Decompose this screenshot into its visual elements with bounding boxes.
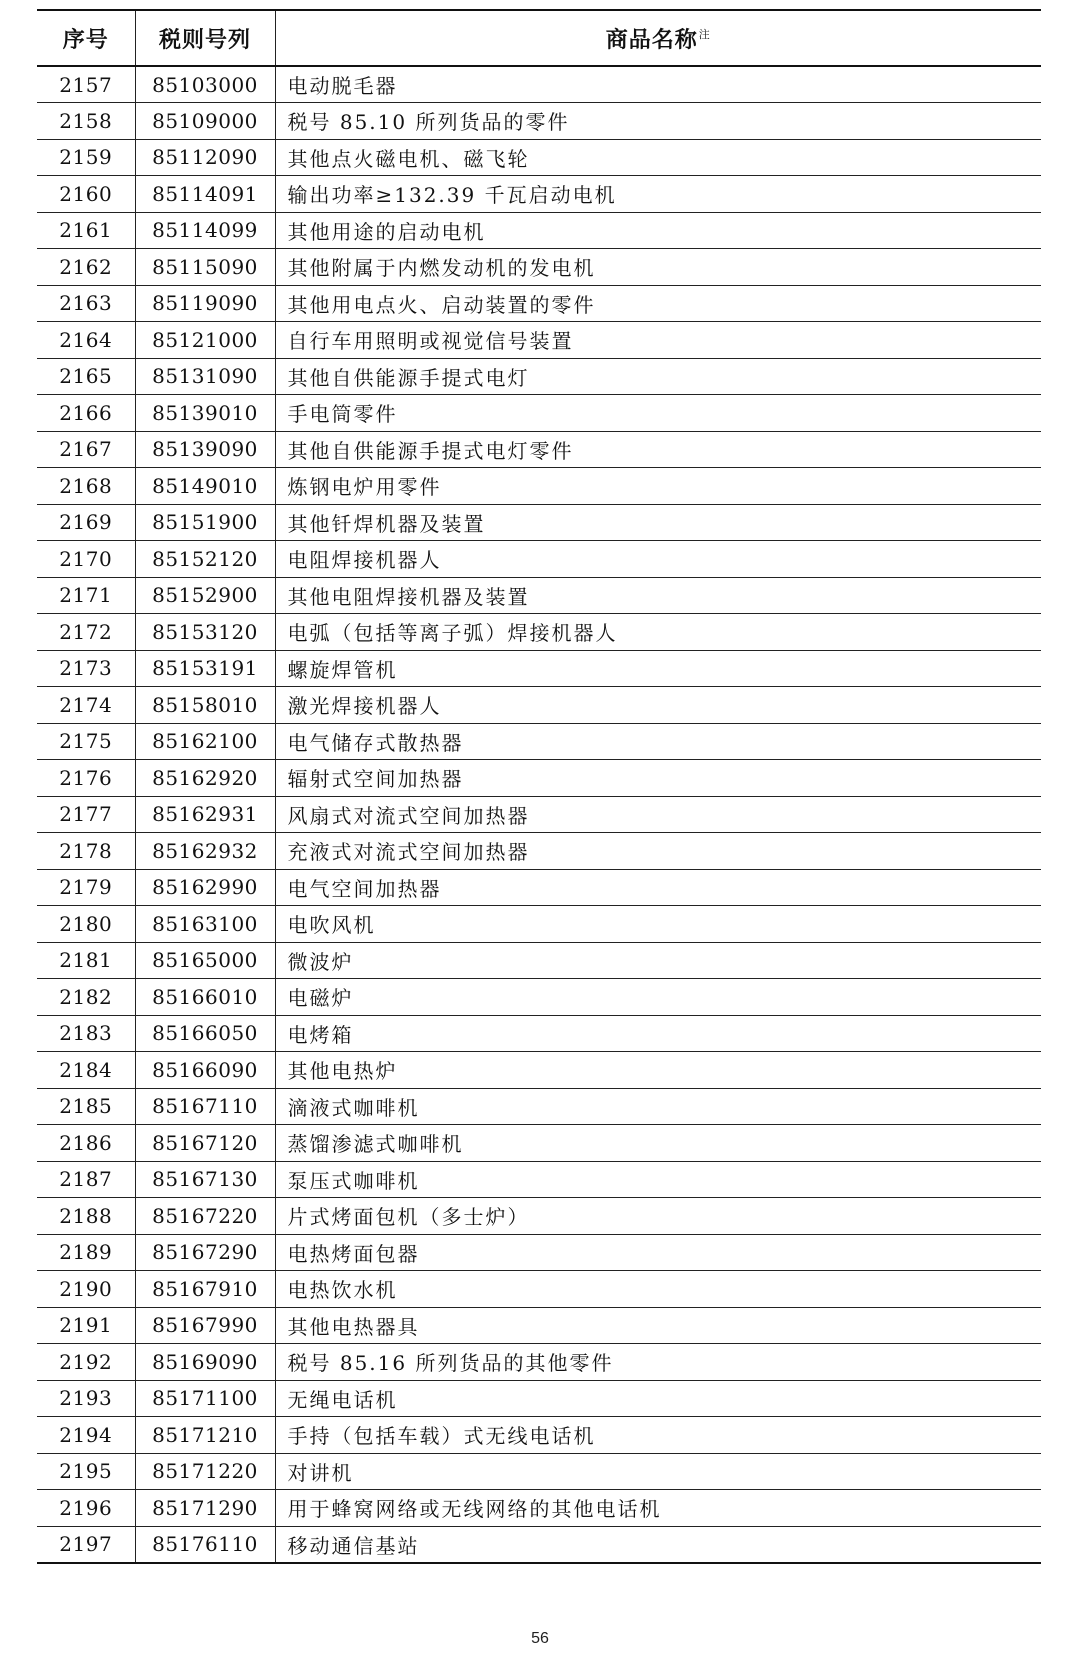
cell-name: 移动通信基站 [275, 1526, 1041, 1563]
table-row [37, 431, 1041, 468]
cell-name: 电动脱毛器 [275, 66, 1041, 103]
cell-name: 滴液式咖啡机 [275, 1088, 1041, 1125]
table-row [37, 1453, 1041, 1490]
cell-code: 85151900 [135, 504, 275, 541]
table-row [37, 103, 1041, 140]
cell-code: 85109000 [135, 103, 275, 140]
table-row [37, 760, 1041, 797]
cell-seq: 2160 [37, 176, 135, 213]
cell-name: 其他附属于内燃发动机的发电机 [275, 249, 1041, 286]
cell-code: 85114099 [135, 212, 275, 249]
cell-code: 85119090 [135, 285, 275, 322]
page-number: 56 [531, 1630, 549, 1647]
cell-name: 辐射式空间加热器 [275, 760, 1041, 797]
table-row [37, 979, 1041, 1016]
header-code: 税则号列 [135, 10, 275, 66]
cell-name: 电弧（包括等离子弧）焊接机器人 [275, 614, 1041, 651]
cell-name: 微波炉 [275, 942, 1041, 979]
cell-code: 85139090 [135, 431, 275, 468]
cell-seq: 2190 [37, 1271, 135, 1308]
cell-code: 85152120 [135, 541, 275, 578]
table-row [37, 906, 1041, 943]
cell-seq: 2181 [37, 942, 135, 979]
table-row [37, 1271, 1041, 1308]
cell-code: 85166050 [135, 1015, 275, 1052]
cell-name: 炼钢电炉用零件 [275, 468, 1041, 505]
cell-code: 85103000 [135, 66, 275, 103]
cell-code: 85162920 [135, 760, 275, 797]
cell-name: 电热饮水机 [275, 1271, 1041, 1308]
cell-seq: 2166 [37, 395, 135, 432]
cell-code: 85163100 [135, 906, 275, 943]
cell-code: 85158010 [135, 687, 275, 724]
cell-code: 85162100 [135, 723, 275, 760]
cell-seq: 2178 [37, 833, 135, 870]
cell-name: 其他用电点火、启动装置的零件 [275, 285, 1041, 322]
header-seq: 序号 [37, 10, 135, 66]
cell-name: 其他钎焊机器及装置 [275, 504, 1041, 541]
cell-name: 电气空间加热器 [275, 869, 1041, 906]
cell-code: 85121000 [135, 322, 275, 359]
cell-seq: 2180 [37, 906, 135, 943]
table-header [37, 10, 1041, 66]
cell-code: 85167110 [135, 1088, 275, 1125]
table-row [37, 577, 1041, 614]
cell-seq: 2188 [37, 1198, 135, 1235]
cell-code: 85115090 [135, 249, 275, 286]
table-row [37, 322, 1041, 359]
table-row [37, 176, 1041, 213]
cell-name: 充液式对流式空间加热器 [275, 833, 1041, 870]
cell-code: 85169090 [135, 1344, 275, 1381]
cell-seq: 2192 [37, 1344, 135, 1381]
cell-seq: 2158 [37, 103, 135, 140]
cell-name: 税号 85.16 所列货品的其他零件 [275, 1344, 1041, 1381]
table-row [37, 285, 1041, 322]
table-row [37, 614, 1041, 651]
cell-seq: 2173 [37, 650, 135, 687]
table-row [37, 1125, 1041, 1162]
cell-name: 自行车用照明或视觉信号装置 [275, 322, 1041, 359]
table-row [37, 1015, 1041, 1052]
cell-seq: 2183 [37, 1015, 135, 1052]
cell-seq: 2186 [37, 1125, 135, 1162]
table-row [37, 1198, 1041, 1235]
cell-name: 电阻焊接机器人 [275, 541, 1041, 578]
cell-seq: 2196 [37, 1490, 135, 1527]
cell-name: 手电筒零件 [275, 395, 1041, 432]
cell-name: 蒸馏渗滤式咖啡机 [275, 1125, 1041, 1162]
cell-code: 85149010 [135, 468, 275, 505]
cell-code: 85171100 [135, 1380, 275, 1417]
cell-code: 85114091 [135, 176, 275, 213]
cell-seq: 2195 [37, 1453, 135, 1490]
cell-code: 85153120 [135, 614, 275, 651]
cell-name: 泵压式咖啡机 [275, 1161, 1041, 1198]
table-row [37, 1052, 1041, 1089]
cell-seq: 2189 [37, 1234, 135, 1271]
cell-seq: 2159 [37, 139, 135, 176]
cell-seq: 2170 [37, 541, 135, 578]
cell-name: 其他自供能源手提式电灯零件 [275, 431, 1041, 468]
cell-seq: 2161 [37, 212, 135, 249]
table-row [37, 942, 1041, 979]
table-row [37, 139, 1041, 176]
cell-code: 85131090 [135, 358, 275, 395]
cell-code: 85139010 [135, 395, 275, 432]
cell-seq: 2167 [37, 431, 135, 468]
cell-seq: 2184 [37, 1052, 135, 1089]
cell-code: 85167990 [135, 1307, 275, 1344]
cell-name: 其他自供能源手提式电灯 [275, 358, 1041, 395]
table-row [37, 650, 1041, 687]
header-name [275, 10, 1041, 66]
table-row [37, 66, 1041, 103]
cell-seq: 2162 [37, 249, 135, 286]
cell-seq: 2164 [37, 322, 135, 359]
cell-seq: 2174 [37, 687, 135, 724]
cell-name: 电烤箱 [275, 1015, 1041, 1052]
cell-seq: 2179 [37, 869, 135, 906]
cell-name: 电磁炉 [275, 979, 1041, 1016]
table-row [37, 796, 1041, 833]
cell-name: 电热烤面包器 [275, 1234, 1041, 1271]
table-row [37, 358, 1041, 395]
cell-code: 85153191 [135, 650, 275, 687]
cell-name: 其他电热器具 [275, 1307, 1041, 1344]
cell-code: 85167910 [135, 1271, 275, 1308]
cell-seq: 2157 [37, 66, 135, 103]
table-row [37, 541, 1041, 578]
cell-code: 85162931 [135, 796, 275, 833]
cell-name: 其他电热炉 [275, 1052, 1041, 1089]
cell-name: 其他用途的启动电机 [275, 212, 1041, 249]
cell-seq: 2163 [37, 285, 135, 322]
cell-code: 85162932 [135, 833, 275, 870]
table-row [37, 1490, 1041, 1527]
cell-seq: 2168 [37, 468, 135, 505]
table-row [37, 212, 1041, 249]
cell-code: 85112090 [135, 139, 275, 176]
cell-seq: 2182 [37, 979, 135, 1016]
cell-code: 85171290 [135, 1490, 275, 1527]
table-row [37, 395, 1041, 432]
cell-seq: 2176 [37, 760, 135, 797]
cell-name: 电气储存式散热器 [275, 723, 1041, 760]
header-name-note: 注 [698, 28, 711, 42]
cell-seq: 2172 [37, 614, 135, 651]
cell-seq: 2187 [37, 1161, 135, 1198]
cell-name: 输出功率≥132.39 千瓦启动电机 [275, 176, 1041, 213]
header-row [37, 10, 1041, 66]
cell-code: 85171220 [135, 1453, 275, 1490]
cell-name: 用于蜂窝网络或无线网络的其他电话机 [275, 1490, 1041, 1527]
cell-name: 手持（包括车载）式无线电话机 [275, 1417, 1041, 1454]
cell-name: 电吹风机 [275, 906, 1041, 943]
cell-seq: 2194 [37, 1417, 135, 1454]
cell-name: 片式烤面包机（多士炉） [275, 1198, 1041, 1235]
cell-seq: 2191 [37, 1307, 135, 1344]
table-row [37, 249, 1041, 286]
cell-code: 85167290 [135, 1234, 275, 1271]
table-body [37, 66, 1041, 1563]
table-row [37, 504, 1041, 541]
table-row [37, 1526, 1041, 1563]
cell-name: 税号 85.10 所列货品的零件 [275, 103, 1041, 140]
cell-code: 85166090 [135, 1052, 275, 1089]
cell-name: 无绳电话机 [275, 1380, 1041, 1417]
table-row [37, 687, 1041, 724]
table-row [37, 869, 1041, 906]
tariff-table [37, 9, 1041, 1564]
cell-seq: 2177 [37, 796, 135, 833]
cell-name: 风扇式对流式空间加热器 [275, 796, 1041, 833]
cell-code: 85162990 [135, 869, 275, 906]
cell-seq: 2171 [37, 577, 135, 614]
table-row [37, 1417, 1041, 1454]
cell-code: 85167220 [135, 1198, 275, 1235]
header-name-label: 商品名称 [605, 27, 698, 53]
cell-code: 85167130 [135, 1161, 275, 1198]
cell-code: 85166010 [135, 979, 275, 1016]
table-row [37, 1161, 1041, 1198]
table-row [37, 1088, 1041, 1125]
table-row [37, 1307, 1041, 1344]
table-row [37, 833, 1041, 870]
cell-code: 85171210 [135, 1417, 275, 1454]
table-row [37, 1234, 1041, 1271]
cell-seq: 2185 [37, 1088, 135, 1125]
table-row [37, 468, 1041, 505]
cell-name: 其他点火磁电机、磁飞轮 [275, 139, 1041, 176]
table-row [37, 723, 1041, 760]
cell-seq: 2197 [37, 1526, 135, 1563]
table-row [37, 1344, 1041, 1381]
cell-seq: 2193 [37, 1380, 135, 1417]
cell-code: 85165000 [135, 942, 275, 979]
cell-name: 其他电阻焊接机器及装置 [275, 577, 1041, 614]
cell-seq: 2169 [37, 504, 135, 541]
cell-code: 85176110 [135, 1526, 275, 1563]
cell-name: 对讲机 [275, 1453, 1041, 1490]
cell-code: 85167120 [135, 1125, 275, 1162]
cell-name: 激光焊接机器人 [275, 687, 1041, 724]
cell-seq: 2175 [37, 723, 135, 760]
cell-name: 螺旋焊管机 [275, 650, 1041, 687]
table-row [37, 1380, 1041, 1417]
cell-code: 85152900 [135, 577, 275, 614]
cell-seq: 2165 [37, 358, 135, 395]
